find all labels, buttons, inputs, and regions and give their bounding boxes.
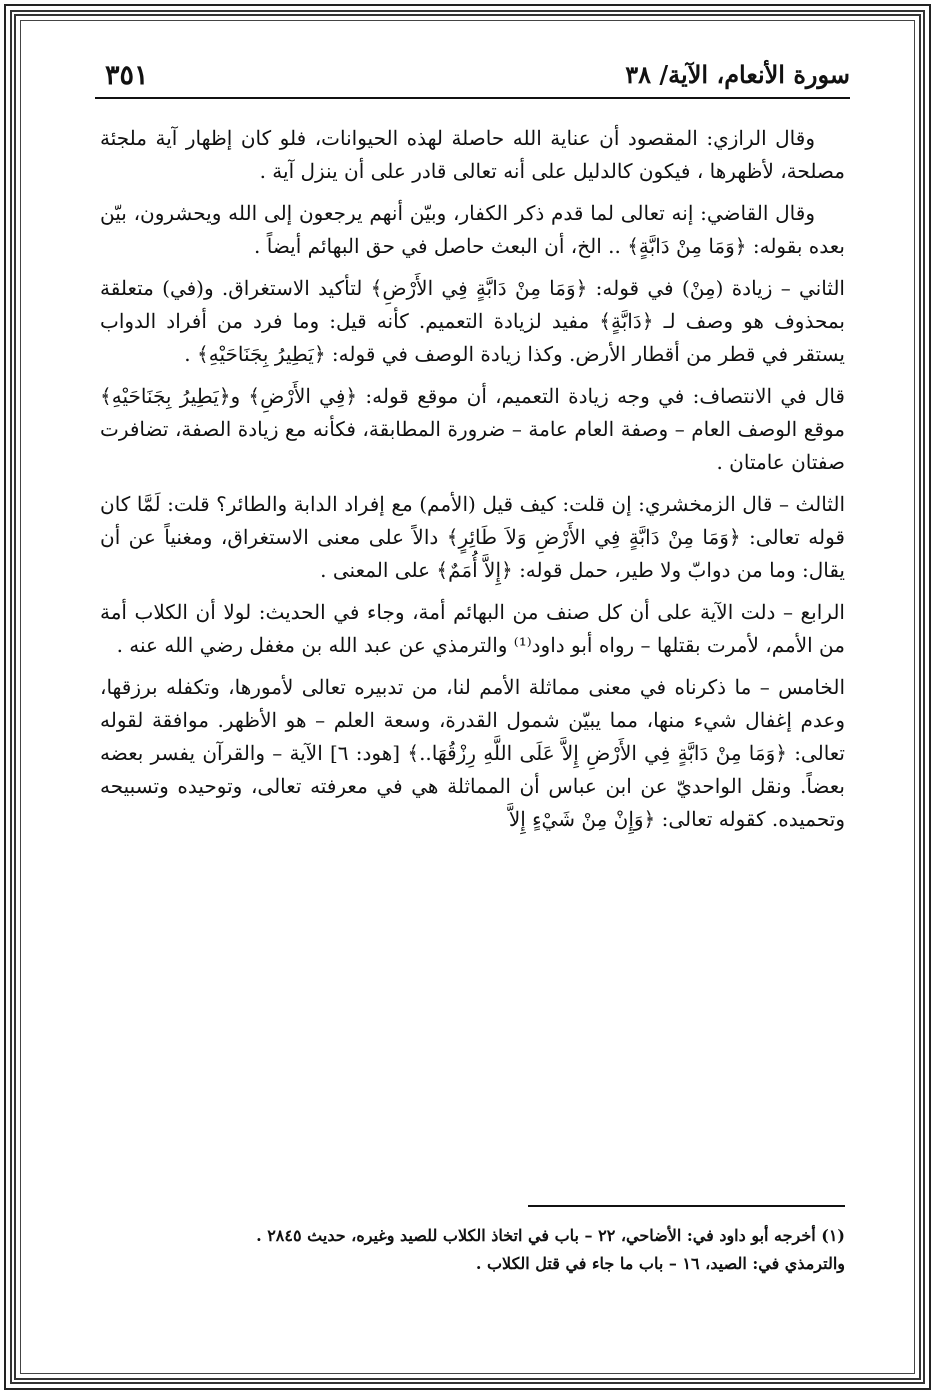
paragraph: الثاني – زيادة (مِنْ) في قوله: ﴿وَمَا مِنْ دَابَّةٍ فِي الأَرْضِ﴾ لتأكيد الاستغراق. و(في) متعلقة بمحذوف هو وصف لـ ﴿دَابَّةٍ﴾ مفيد لزيادة التعميم. كأنه قيل: وما فرد من أفراد الدواب يستقر في قطر من أقطار الأرض. وكذا زيادة الوصف في قوله: ﴿يَطِيرُ بِجَنَاحَيْهِ﴾ .	[100, 276, 845, 366]
footnotes	[100, 1222, 845, 1278]
paragraph: الخامس – ما ذكرناه في معنى مماثلة الأمم لنا، من تدبيره تعالى لأمورها، وتكفله برزقها، وعدم إغفال شيء منها، مما يبيّن شمول القدرة، وسعة العلم – هو الأظهر. موافقة لقوله تعالى: ﴿وَمَا مِنْ دَابَّةٍ فِي الأَرْضِ إِلاَّ عَلَى اللَّهِ رِزْقُهَا..﴾ [هود: ٦] الآية – والقرآن يفسر بعضه بعضاً. ونقل الواحديّ عن ابن عباس أن المماثلة هي في معرفته تعالى، وتوحيده وتسبيحه وتحميده. كقوله تعالى: ﴿وَإِنْ مِنْ شَيْءٍ إِلاَّ	[100, 675, 846, 831]
page-number: ٣٥١	[105, 60, 149, 91]
paragraph: وقال الرازي: المقصود أن عناية الله حاصلة لهذه الحيوانات، فلو كان إظهار آية ملجئة مصلحة، لأظهرها ، فيكون كالدليل على أنه تعالى قادر على أن ينزل آية .	[100, 126, 845, 183]
paragraph: وقال القاضي: إنه تعالى لما قدم ذكر الكفار، وبيّن أنهم يرجعون إلى الله ويحشرون، بيّن بعده بقوله: ﴿وَمَا مِنْ دَابَّةٍ﴾ .. الخ، أن البعث حاصل في حق البهائم أيضاً .	[100, 201, 845, 258]
running-head: سورة الأنعام، الآية/ ٣٨	[625, 60, 850, 89]
body-text	[100, 122, 845, 845]
footnote-line: (١) أخرجه أبو داود في: الأضاحي، ٢٢ – باب في اتخاذ الكلاب للصيد وغيره، حديث ٢٨٤٥ .	[256, 1226, 845, 1245]
footnote-rule	[528, 1205, 845, 1207]
header-rule	[95, 97, 850, 99]
footnote-line: والترمذي في: الصيد، ١٦ – باب ما جاء في قتل الكلاب .	[475, 1254, 845, 1273]
paragraph: الرابع – دلت الآية على أن كل صنف من البهائم أمة، وجاء في الحديث: لولا أن الكلاب أمة من الأمم، لأمرت بقتلها – رواه أبو داود⁽¹⁾ والترمذي عن عبد الله بن مغفل رضي الله عنه .	[100, 600, 845, 657]
paragraph: قال في الانتصاف: في وجه زيادة التعميم، أن موقع قوله: ﴿فِي الأَرْضِ﴾ و﴿يَطِيرُ بِجَنَاحَيْهِ﴾ موقع الوصف العام – وصفة العام عامة – ضرورة المطابقة، فكأنه مع زيادة الصفة، تضافرت صفتان عامتان .	[100, 384, 845, 474]
page-header	[95, 58, 850, 98]
paragraph: الثالث – قال الزمخشري: إن قلت: كيف قيل (الأمم) مع إفراد الدابة والطائر؟ قلت: لَمَّا كان قوله تعالى: ﴿وَمَا مِنْ دَابَّةٍ فِي الأَرْضِ وَلاَ طَائِرٍ﴾ دالاً على معنى الاستغراق، ومغنياً عن أن يقال: وما من دوابّ ولا طير، حمل قوله: ﴿إِلاَّ أُمَمٌ﴾ على المعنى .	[100, 492, 845, 582]
